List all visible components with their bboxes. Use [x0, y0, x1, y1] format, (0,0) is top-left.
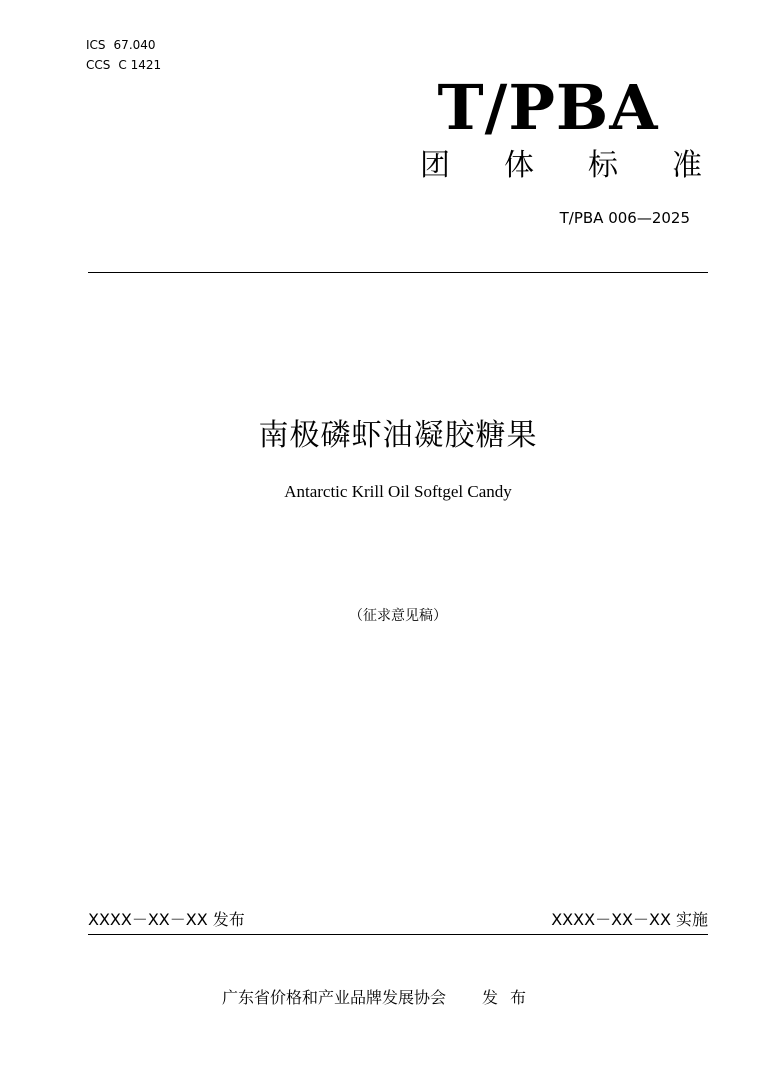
top-divider	[88, 272, 708, 273]
standard-number: T/PBA 006—2025	[559, 209, 690, 227]
ics-label: ICS	[86, 38, 106, 52]
ccs-code	[86, 58, 161, 72]
bottom-divider	[88, 934, 708, 935]
standard-kind-char: 准	[672, 148, 702, 183]
standard-kind-char: 团	[420, 148, 450, 183]
title-english: Antarctic Krill Oil Softgel Candy	[284, 482, 512, 501]
standard-kind-char: 体	[504, 148, 534, 183]
implementation-date: XXXX－XX－XX 实施	[551, 910, 708, 929]
ccs-value: C 1421	[118, 58, 162, 72]
publish-label: 发布	[482, 988, 539, 1007]
standard-kind-char: 标	[588, 148, 618, 183]
draft-note: （征求意见稿）	[349, 608, 447, 624]
ccs-label: CCS	[86, 58, 111, 72]
ics-value: 67.040	[113, 38, 156, 52]
issue-date: XXXX－XX－XX 发布	[88, 910, 245, 929]
publisher	[222, 987, 538, 1009]
ics-code	[86, 38, 156, 52]
standard-logo: T/PBA	[437, 71, 659, 144]
standard-kind	[420, 146, 702, 186]
title-chinese: 南极磷虾油凝胶糖果	[258, 418, 538, 453]
publisher-name: 广东省价格和产业品牌发展协会	[222, 988, 447, 1007]
